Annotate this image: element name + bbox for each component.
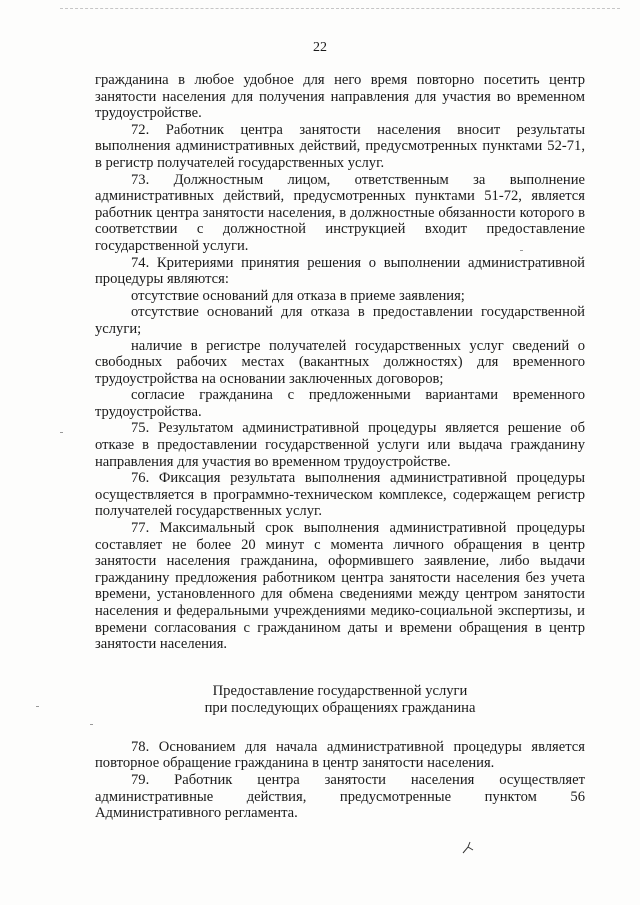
paragraph-79: 79. Работник центра занятости населения осуществляет административные действия, предусмотренные пунктом 56 Административного регламента. <box>95 771 585 822</box>
criterion-item-3: наличие в регистре получателей государственных услуг сведений о свободных рабочих местах (вакантных должностях) для временного трудоустройства на основании заключенных договоров; <box>95 337 585 387</box>
scan-speck <box>520 250 523 251</box>
pen-mark-icon <box>461 841 475 855</box>
section-heading-line-1: Предоставление государственной услуги <box>212 682 468 699</box>
section-heading-line-2: при последующих обращениях гражданина <box>204 699 476 716</box>
scan-speck <box>36 706 39 707</box>
criterion-item-1: отсутствие оснований для отказа в приеме заявления; <box>131 287 465 304</box>
paragraph-78: 78. Основанием для начала административной процедуры является повторное обращение гражданина в центр занятости населения. <box>95 738 585 772</box>
paragraph-75: 75. Результатом административной процедуры является решение об отказе в предоставлении государственной услуги или выдача гражданину направления для участия во временном трудоустройстве. <box>95 420 585 470</box>
paragraph-continuation: гражданина в любое удобное для него время повторно посетить центр занятости населения для получения направления для участия во временном трудоустройстве. <box>95 72 585 122</box>
section-heading <box>95 683 585 717</box>
paragraph-77: 77. Максимальный срок выполнения административной процедуры составляет не более 20 минут с момента личного обращения в центр занятости населения гражданина, оформившего заявление, либо выдачи гражданину предложения работником центра занятости населения без учета времени, установленного для обмена сведениями между центром занятости населения и федеральными учреждениями медико-социальной экспертизы, и времени согласования с гражданином даты и времени обращения в центр занятости населения. <box>95 520 585 653</box>
criterion-item-4: согласие гражданина с предложенными вариантами временного трудоустройства. <box>95 387 585 420</box>
paragraph-73: 73. Должностным лицом, ответственным за выполнение административных действий, предусмотренных пунктами 51-72, является работник центра занятости населения, в должностные обязанности которого в соответствии с должностной инструкцией входит предоставление государственной услуги. <box>95 171 585 254</box>
paragraph-74: 74. Критериями принятия решения о выполнении административной процедуры являются: <box>95 254 585 288</box>
paragraph-76: 76. Фиксация результата выполнения административной процедуры осуществляется в программно-техническом комплексе, содержащем регистр получателей государственных услуг. <box>95 470 585 520</box>
scan-speck <box>90 724 93 725</box>
scan-artifact-line <box>60 8 620 10</box>
document-body <box>95 72 585 822</box>
criterion-item-2: отсутствие оснований для отказа в предоставлении государственной услуги; <box>95 304 585 337</box>
paragraph-72: 72. Работник центра занятости населения вносит результаты выполнения административных действий, предусмотренных пунктами 52-71, в регистр получателей государственных услуг. <box>95 121 585 171</box>
scan-speck <box>60 432 63 433</box>
page-number: 22 <box>313 40 327 55</box>
